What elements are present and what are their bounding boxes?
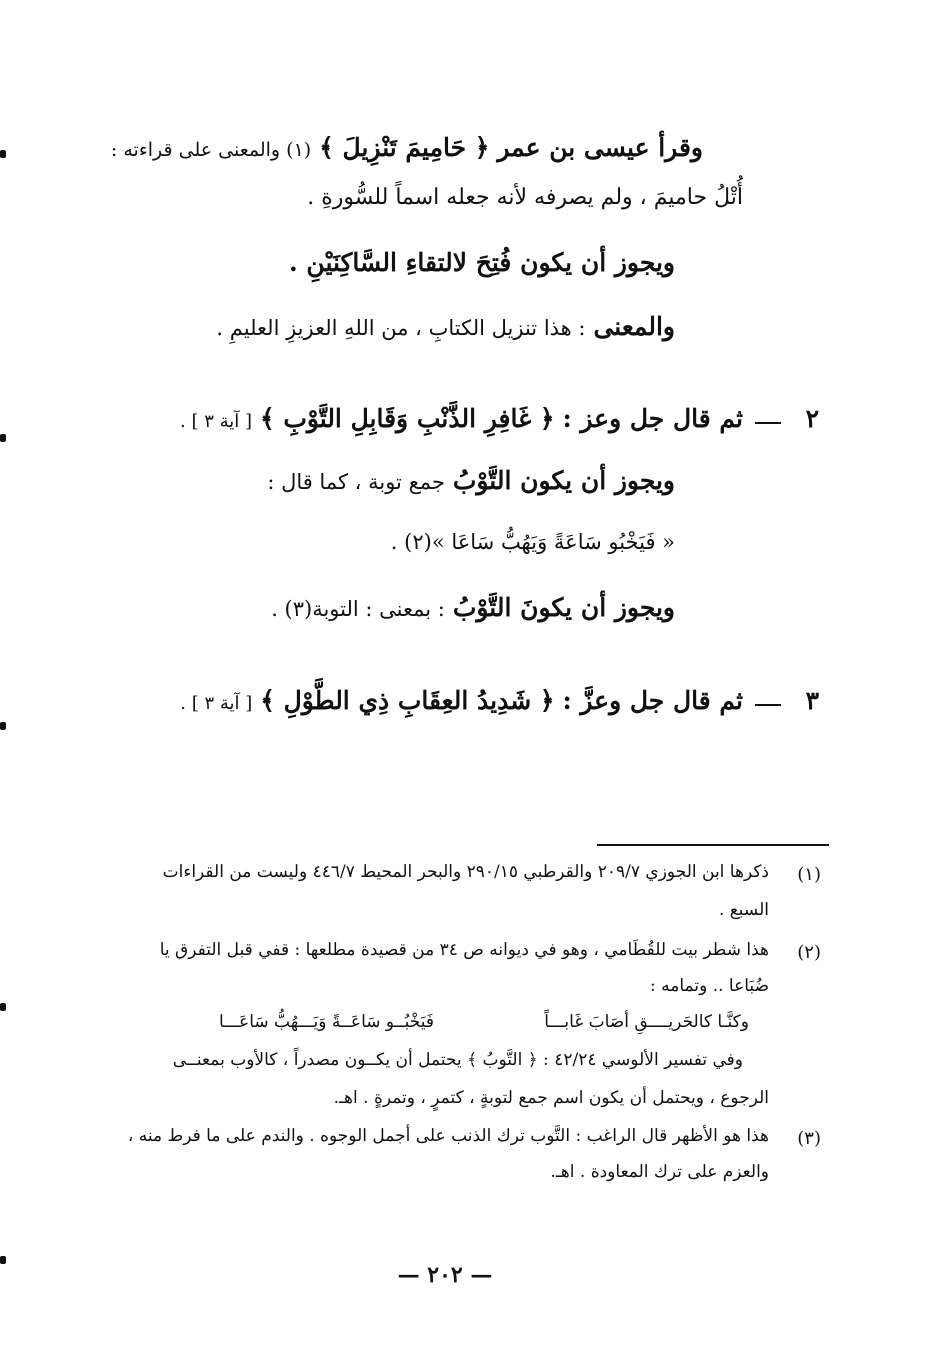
main-text-line: « فَيَخْبُو سَاعَةً وَيَهُبُّ سَاعَا »(٢) . xyxy=(390,530,675,554)
footnote-line: والعزم على ترك المعاودة . اهـ. xyxy=(550,1162,769,1182)
verse-ref: [ آية ٣ ] . xyxy=(180,693,253,714)
scan-edge-mark xyxy=(0,1256,6,1264)
main-text: : هذا تنزيل الكتابِ ، من اللهِ العزيزِ العليمِ . xyxy=(216,316,586,340)
quran-quote: ﴿ غَافِرِ الذَّنْبِ وَقَابِلِ التَّوْبِ ﴾ xyxy=(259,404,555,433)
item-dash xyxy=(751,686,781,716)
footnote-marker: (٢) xyxy=(797,942,821,963)
scan-edge-mark xyxy=(0,1003,6,1011)
main-text: : بمعنى : التوبة(٣) . xyxy=(271,597,445,621)
dash-mark xyxy=(755,704,781,706)
footnote-line: هذا هو الأظهر قال الراغب : التَّوب ترك الذنب على أجمل الوجوه . والندم على ما فرط منه ، xyxy=(127,1126,769,1146)
page-number-value: ٢٠٢ xyxy=(427,1262,463,1288)
main-text-bold: ويجوز أن يكونَ التَّوْبُ xyxy=(452,593,675,622)
main-text-line xyxy=(216,312,675,342)
main-text-line xyxy=(103,133,703,163)
main-text-bold: ويجوز أن يكون التَّوْبُ xyxy=(452,466,675,495)
item-number: ٣ xyxy=(805,686,819,715)
poem-hemistich-right: وكنَّـا كالحَريــــقِ أصَابَ غَابـــاً xyxy=(544,1012,749,1032)
main-text-line xyxy=(271,593,675,623)
main-text-line: أُتْلُ حاميمَ ، ولم يصرفه لأنه جعله اسماً للسُّورةِ . xyxy=(307,185,743,210)
main-text: جمع توبة ، كما قال : xyxy=(267,470,445,494)
item-number: ٢ xyxy=(805,404,819,433)
footnote-line: ذكرها ابن الجوزي ٢٠٩/٧ والقرطبي ٢٩٠/١٥ والبحر المحيط ٤٤٦/٧ وليست من القراءات xyxy=(162,862,769,882)
dash-mark xyxy=(755,422,781,424)
footnote-marker: (٣) xyxy=(797,1128,821,1149)
footnote-line: ضُبَاعا .. وتمامه : xyxy=(650,976,769,996)
footnote-marker: (١) xyxy=(797,864,821,885)
footnote-line: هذا شطر بيت للقُطَامي ، وهو في ديوانه ص ٣٤ من قصيدة مطلعها : قفي قبل التفرق يا xyxy=(159,940,769,960)
page-number xyxy=(395,1262,495,1288)
footnote-line: السبع . xyxy=(718,900,769,920)
footnote-line: الرجوع ، ويحتمل أن يكون اسم جمع لتوبةٍ ، كتمرٍ ، وتمرةٍ . اهـ. xyxy=(333,1088,769,1108)
footnote-separator xyxy=(597,844,829,846)
page-number-dash: — xyxy=(397,1262,420,1288)
main-text-bold: ثم قال جل وعز : xyxy=(562,404,743,433)
scan-edge-mark xyxy=(0,434,6,442)
scan-edge-mark xyxy=(0,722,6,730)
main-text-line xyxy=(267,466,675,496)
main-text-bold: والمعنى xyxy=(593,312,675,341)
main-text-line xyxy=(180,686,743,716)
main-text-line: ويجوز أن يكون فُتِحَ لالتقاءِ السَّاكِنَيْنِ . xyxy=(289,248,675,277)
poem-hemistich-left: فَيَخْبُــو سَاعَــةً وَيَـــهُبُّ سَاعَـــا xyxy=(218,1012,434,1032)
main-text-bold: وقرأ عيسى بن عمر xyxy=(497,133,703,162)
quran-quote: ﴿ حَامِيمَ تَنْزِيلَ ﴾ xyxy=(319,133,490,162)
quran-quote: ﴿ شَدِيدُ العِقَابِ ذِي الطَّوْلِ ﴾ xyxy=(260,686,555,715)
main-text-line xyxy=(180,404,743,434)
footnote-line: وفي تفسير الألوسي ٤٢/٢٤ : ﴿ التَّوبُ ﴾ يحتمل أن يكــون مصدراً ، كالأوب بمعنــى xyxy=(172,1050,743,1070)
scan-edge-mark xyxy=(0,150,6,158)
verse-ref: [ آية ٣ ] . xyxy=(180,411,253,432)
main-text: (١) والمعنى على قراءته : xyxy=(110,139,312,161)
main-text-bold: ثم قال جل وعزَّ : xyxy=(562,686,743,715)
page-number-dash: — xyxy=(470,1262,493,1288)
item-dash xyxy=(751,404,781,434)
